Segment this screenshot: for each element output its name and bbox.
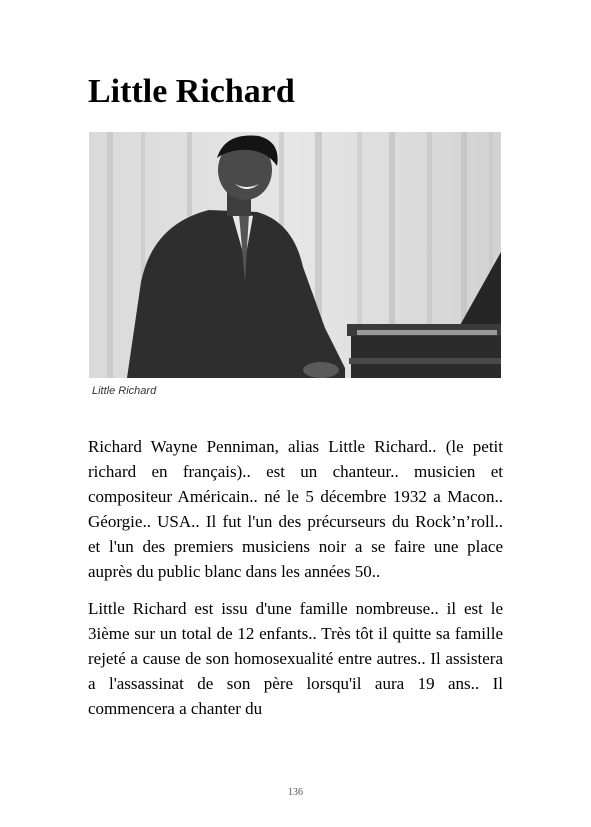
page-number: 136 <box>288 787 303 798</box>
portrait-photo <box>89 132 501 378</box>
paragraph: Little Richard est issu d'une famille nombreuse.. il est le 3ième sur un total de 12 enfants.. Très tôt il quitte sa famille rejeté a cause de son homosexualité entre autres.. Il assistera a l'assassinat de son père lorsqu'il aura 19 ans.. Il commencera a chanter du <box>88 599 503 718</box>
page-title: Little Richard <box>88 73 295 110</box>
paragraph: Richard Wayne Penniman, alias Little Richard.. (le petit richard en français).. est un chanteur.. musicien et compositeur Américain.. né le 5 décembre 1932 a Macon.. Géorgie.. USA.. Il fut l'un des précurseurs du Rock’n’roll.. et l'un des premiers musiciens noir a se faire une place auprès du public blanc dans les années 50.. <box>88 437 503 581</box>
body-text <box>88 434 503 733</box>
photo-caption: Little Richard <box>92 385 157 397</box>
